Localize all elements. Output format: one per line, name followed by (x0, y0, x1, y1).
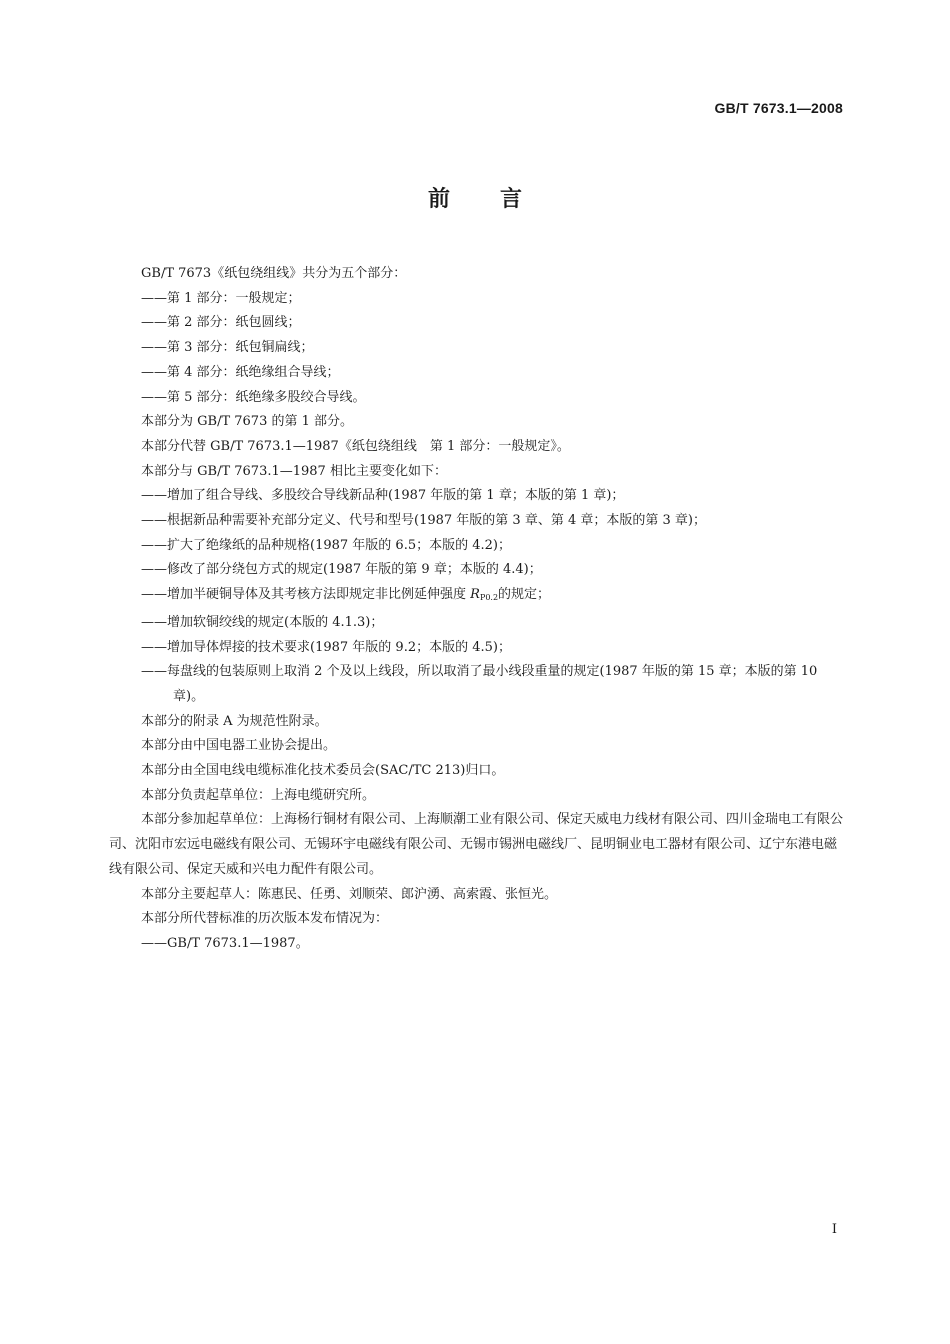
rp-subscript: P0.2 (479, 593, 499, 603)
change-item: ——增加导体焊接的技术要求(1987 年版的 9.2；本版的 4.5)； (141, 639, 511, 655)
part-item: ——第 3 部分：纸包铜扁线； (141, 340, 314, 356)
change-item: ——根据新品种需要补充部分定义、代号和型号(1987 年版的第 3 章、第 4 章；本版的第 3 章)； (141, 513, 706, 529)
changes-intro: 本部分与 GB/T 7673.1—1987 相比主要变化如下： (141, 463, 447, 479)
centralized-by: 本部分由全国电线电缆标准化技术委员会(SAC/TC 213)归口。 (141, 763, 505, 779)
change-item: ——增加软铜绞线的规定(本版的 4.1.3)； (141, 614, 384, 630)
this-part-paragraph: 本部分为 GB/T 7673 的第 1 部分。 (141, 414, 354, 430)
change-item: ——扩大了绝缘纸的品种规格(1987 年版的 6.5；本版的 4.2)； (141, 537, 511, 553)
part-item: ——第 1 部分：一般规定； (141, 290, 301, 306)
intro-paragraph: GB/T 7673《纸包绕组线》共分为五个部分： (141, 266, 407, 281)
part-item: ——第 4 部分：纸绝缘组合导线； (141, 364, 340, 380)
part-item: ——第 2 部分：纸包圆线； (141, 315, 301, 331)
replaces-paragraph: 本部分代替 GB/T 7673.1—1987《纸包绕组线 第 1 部分：一般规定》。 (141, 438, 570, 454)
proposed-by: 本部分由中国电器工业协会提出。 (141, 738, 337, 754)
page-number: I (831, 1222, 837, 1237)
history-intro: 本部分所代替标准的历次版本发布情况为： (141, 911, 389, 927)
page-title: 前言 (427, 187, 572, 212)
change-rp-before: ——增加半硬铜导体及其考核方法即规定非比例延伸强度 (141, 587, 471, 603)
change-item: ——每盘线的包装原则上取消 2 个及以上线段，所以取消了最小线段重量的规定(1987 年版的第 15 章；本版的第 10 章)。 (141, 664, 818, 704)
change-item: ——修改了部分绕包方式的规定(1987 年版的第 9 章；本版的 4.4)； (141, 562, 542, 578)
rp-symbol: R (470, 587, 480, 603)
change-rp-after: 的规定； (498, 587, 551, 603)
foreword-body (109, 262, 844, 957)
part-item: ——第 5 部分：纸绝缘多股绞合导线。 (141, 389, 366, 405)
drafting-unit: 本部分负责起草单位：上海电缆研究所。 (141, 787, 376, 803)
change-item: ——增加了组合导线、多股绞合导线新品种(1987 年版的第 1 章；本版的第 1 章)； (141, 488, 625, 504)
standard-number: GB/T 7673.1—2008 (714, 100, 843, 116)
annex-note: 本部分的附录 A 为规范性附录。 (141, 713, 328, 729)
drafters: 本部分主要起草人：陈惠民、任勇、刘顺荣、郎沪湧、高索霞、张恒光。 (141, 886, 558, 902)
history-item: ——GB/T 7673.1—1987。 (141, 935, 309, 951)
participating-units: 本部分参加起草单位：上海杨行铜材有限公司、上海顺潮工业有限公司、保定天威电力线材有限公司、四川金瑞电工有限公司、沈阳市宏远电磁线有限公司、无锡环宇电磁线有限公司、无锡市锡洲电磁线厂、昆明铜业电工器材有限公司、辽宁东港电磁线有限公司、保定天威和兴电力配件有限公司。 (109, 812, 844, 877)
change-item-rp (109, 583, 844, 611)
